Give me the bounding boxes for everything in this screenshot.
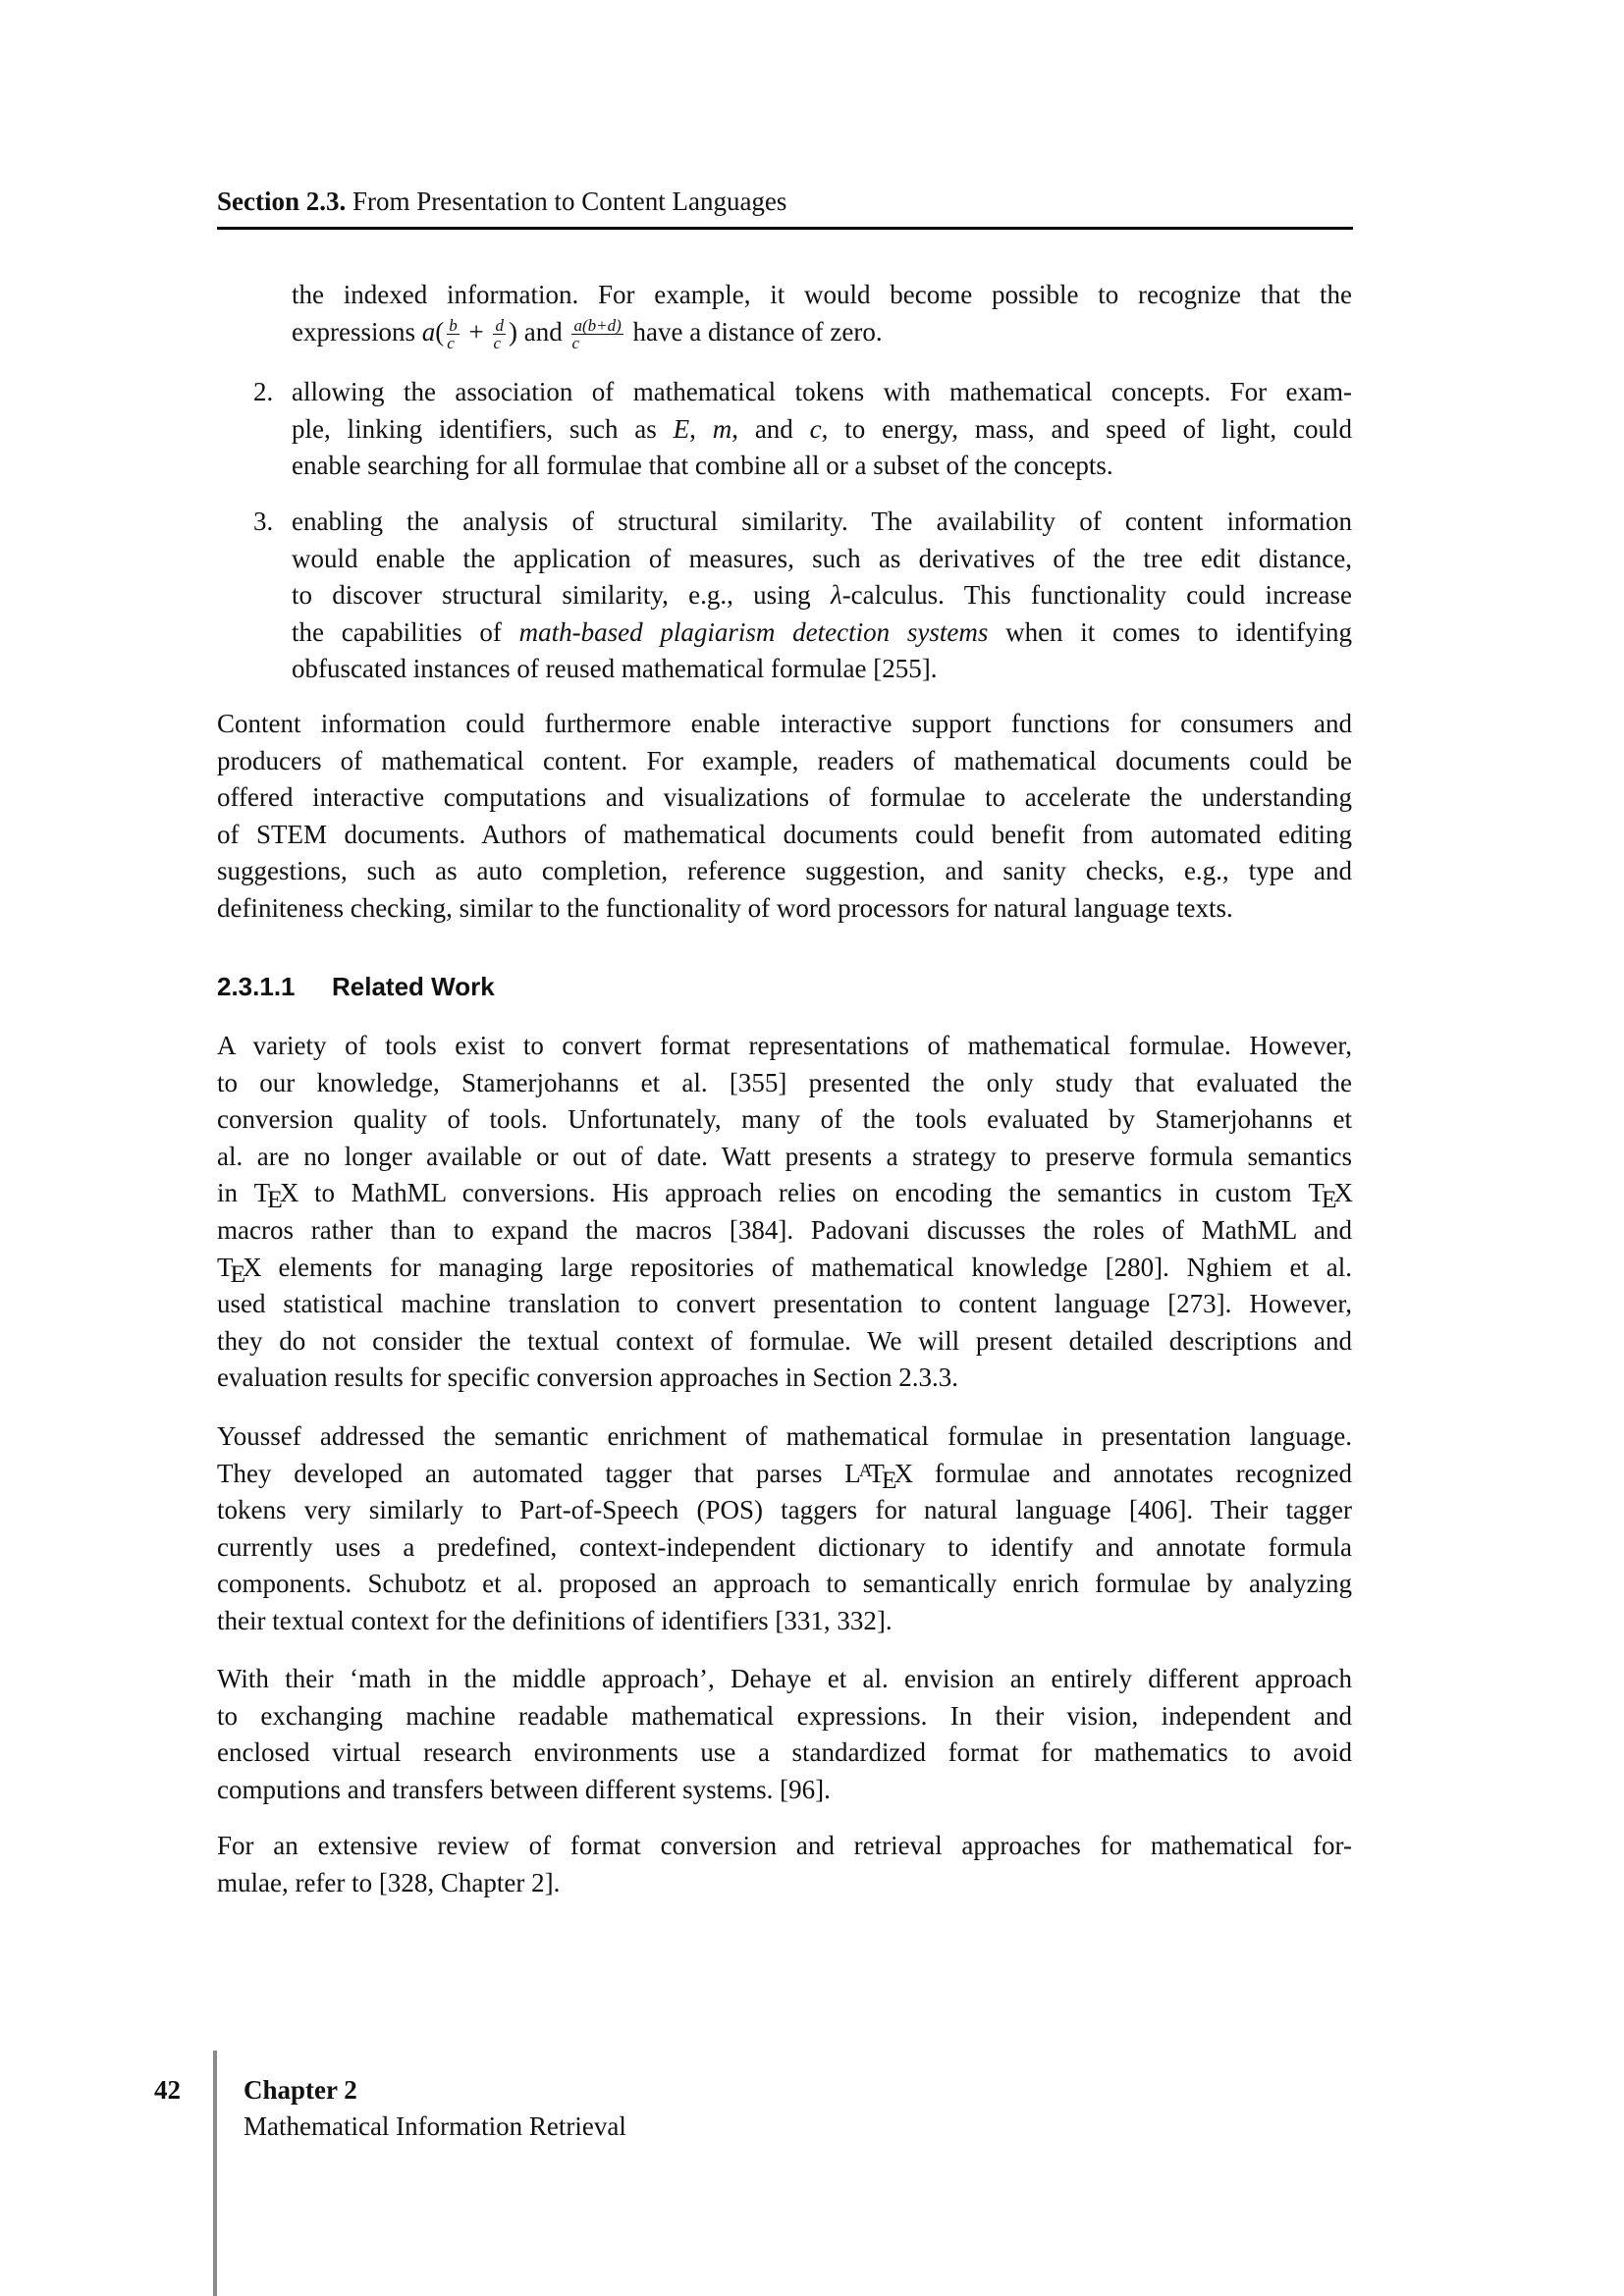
latex-logo: $L^ATEX$ — [844, 1458, 913, 1494]
text-line: ple, linking identifiers, such as E, m, and c, to energy, mass, and speed of light, could — [292, 413, 1353, 444]
fraction-numerator: a(b+d) — [573, 316, 622, 336]
tex-logo: TEX — [253, 1178, 298, 1214]
text-line: A variety of tools exist to convert format representations of mathematical formulae. However, — [217, 1031, 1352, 1060]
text-line: their textual context for the definitions of identifiers [331, 332]. — [217, 1606, 893, 1635]
text-line: to discover structural similarity, e.g., using λ-calculus. This functionality could increase — [292, 580, 1352, 611]
text-line: conversion quality of tools. Unfortunately, many of the tools evaluated by Stamerjohanns et — [217, 1104, 1352, 1135]
text-line: currently uses a predefined, context-independent dictionary to identify and annotate formula — [217, 1531, 1352, 1562]
subsection-number: 2.3.1.1 — [217, 972, 296, 1001]
text-line: tokens very similarly to Part-of-Speech (POS) taggers for natural language [406]. Their tagger — [217, 1495, 1352, 1525]
subsection-heading — [217, 972, 495, 1001]
text-line: the capabilities of math-based plagiarism detection systems when it comes to identifying — [292, 616, 1352, 647]
tex-logo: TEX — [1308, 1178, 1352, 1214]
text-line: would enable the application of measures, such as derivatives of the tree edit distance, — [292, 543, 1352, 573]
section-title: From Presentation to Content Languages — [352, 187, 787, 216]
text-line: enabling the analysis of structural similarity. The availability of content information — [292, 507, 1352, 536]
text-line: al. are no longer available or out of date. Watt presents a strategy to preserve formula semantics — [217, 1141, 1352, 1171]
list-number: 3. — [253, 507, 274, 536]
footer-chapter-label: Chapter 2 — [244, 2075, 357, 2105]
fraction-b-over-c — [447, 317, 460, 351]
tex-logo: TEX — [217, 1252, 261, 1288]
formula-expression-1: a( $\frac{b}{c}$ + $\frac{d}{c}$ ) — [421, 316, 524, 353]
text-line: TEX elements for managing large repositories of mathematical knowledge [280]. Nghiem et al. — [217, 1252, 1352, 1288]
text-line: to our knowledge, Stamerjohanns et al. [355] presented the only study that evaluated the — [217, 1067, 1352, 1097]
footer-bar — [213, 2051, 217, 2296]
fraction-denominator: c — [447, 334, 455, 353]
text-line: of STEM documents. Authors of mathematical documents could benefit from automated editing — [217, 819, 1352, 849]
text-line: They developed an automated tagger that parses $L^ATEX$ formulae and annotates recognized — [217, 1458, 1352, 1494]
text-line: they do not consider the textual context of formulae. We will present detailed descriptions and — [217, 1325, 1352, 1356]
text-line: obfuscated instances of reused mathematical formulae [255]. — [292, 654, 938, 684]
text-line: macros rather than to expand the macros [384]. Padovani discusses the roles of MathML and — [217, 1215, 1352, 1245]
fraction-denominator: c — [493, 334, 502, 353]
section-label: Section 2.3. — [217, 187, 347, 216]
fraction-numerator: d — [495, 316, 504, 336]
formula-expression-2 — [571, 317, 623, 351]
text-line: suggestions, such as auto completion, reference suggestion, and sanity checks, e.g., type and — [217, 856, 1352, 886]
text-line: evaluation results for specific conversion approaches in Section 2.3.3. — [217, 1362, 959, 1393]
text-line: Youssef addressed the semantic enrichment of mathematical formulae in presentation language. — [217, 1421, 1352, 1451]
text-line: producers of mathematical content. For example, readers of mathematical documents could be — [217, 745, 1352, 775]
list-number: 2. — [253, 377, 274, 406]
subsection-title: Related Work — [332, 972, 495, 1001]
text-line: enable searching for all formulae that combine all or a subset of the concepts. — [292, 451, 1113, 481]
formula-line-suffix: have a distance of zero. — [632, 317, 883, 347]
footer-chapter-title: Mathematical Information Retrieval — [244, 2111, 626, 2141]
text-line: definiteness checking, similar to the functionality of word processors for natural language texts. — [217, 893, 1233, 923]
list-continuation-line: the indexed information. For example, it would become possible to recognize that the — [292, 280, 1352, 309]
running-header — [217, 187, 786, 216]
text-line: mulae, refer to [328, Chapter 2]. — [217, 1867, 561, 1897]
text-line: Content information could furthermore enable interactive support functions for consumers and — [217, 709, 1352, 738]
formula-line-prefix: expressions — [292, 317, 415, 347]
text-line: to exchanging machine readable mathematical expressions. In their vision, independent and — [217, 1700, 1352, 1731]
text-line: in TEX to MathML conversions. His approach relies on encoding the semantics in custom TEX — [217, 1178, 1352, 1214]
text-line: With their ‘math in the middle approach’, Dehaye et al. envision an entirely different approach — [217, 1664, 1352, 1693]
text-line: used statistical machine translation to convert presentation to content language [273]. However, — [217, 1289, 1352, 1319]
formula-line-mid: and — [523, 317, 563, 347]
header-rule — [217, 227, 1353, 230]
text-line: computions and transfers between different systems. [96]. — [217, 1774, 831, 1804]
fraction-denominator: c — [571, 334, 579, 353]
fraction-numerator: b — [449, 316, 458, 336]
text-line: offered interactive computations and visualizations of formulae to accelerate the understanding — [217, 782, 1352, 813]
text-line: components. Schubotz et al. proposed an approach to semantically enrich formulae by analyzing — [217, 1569, 1352, 1599]
text-line: For an extensive review of format conversion and retrieval approaches for mathematical for- — [217, 1831, 1352, 1860]
page-number: 42 — [154, 2075, 181, 2105]
formula-operator: + — [468, 317, 484, 347]
fraction-d-over-c — [493, 317, 506, 351]
text-line: enclosed virtual research environments use a standardized format for mathematics to avoid — [217, 1737, 1352, 1768]
formula-line — [292, 316, 1352, 351]
text-line: allowing the association of mathematical tokens with mathematical concepts. For exam- — [292, 377, 1352, 406]
formula-var: a — [421, 317, 436, 347]
